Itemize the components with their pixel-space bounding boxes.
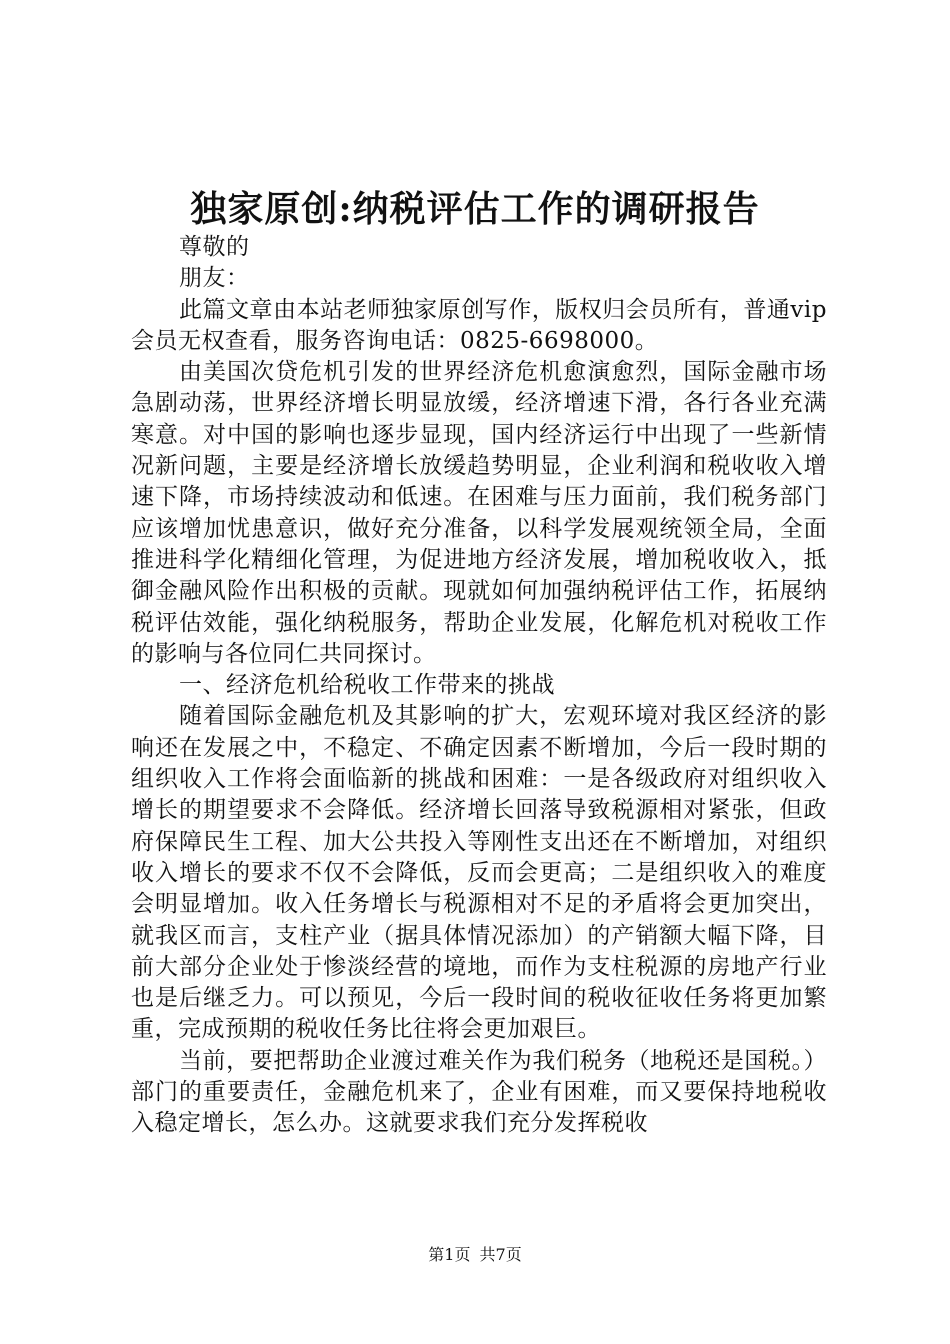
paragraph-challenges: 随着国际金融危机及其影响的扩大，宏观环境对我区经济的影响还在发展之中，不稳定、不确定因素不断增加，今后一段时期的组织收入工作将会面临新的挑战和困难：一是各级政府对组织收入增长的期望要求不会降低。经济增长回落导致税源相对紧张，但政府保障民生工程、加大公共投入等刚性支出还在不断增加，对组织收入增长的要求不仅不会降低，反而会更高；二是组织收入的难度会明显增加。收入任务增长与税源相对不足的矛盾将会更加突出，就我区而言，支柱产业（据具体情况添加）的产销额大幅下降，目前大部分企业处于惨淡经营的境地，而作为支柱税源的房地产行业也是后继乏力。可以预见，今后一段时间的税收征收任务将更加繁重，完成预期的税收任务比往将会更加艰巨。 — [131, 703, 827, 1043]
paragraph-intro: 由美国次贷危机引发的世界经济危机愈演愈烈，国际金融市场急剧动荡，世界经济增长明显放缓，经济增速下滑，各行各业充满寒意。对中国的影响也逐步显现，国内经济运行中出现了一些新情况新问题，主要是经济增长放缓趋势明显，企业利润和税收收入增速下降，市场持续波动和低速。在困难与压力面前，我们税务部门应该增加忧患意识，做好充分准备，以科学发展观统领全局，全面推进科学化精细化管理，为促进地方经济发展，增加税收收入，抵御金融风险作出积极的贡献。现就如何加强纳税评估工作，拓展纳税评估效能，强化纳税服务，帮助企业发展，化解危机对税收工作的影响与各位同仁共同探讨。 — [131, 359, 827, 667]
salutation-line-2: 朋友： — [179, 265, 250, 292]
copyright-notice: 此篇文章由本站老师独家原创写作，版权归会员所有，普通vip会员无权查看，服务咨询电话：0825-6698000。 — [131, 296, 827, 354]
page-footer: 第1页 共7页 — [428, 1245, 522, 1264]
paragraph-current: 当前，要把帮助企业渡过难关作为我们税务（地税还是国税。）部门的重要责任，金融危机来了，企业有困难，而又要保持地税收入稳定增长，怎么办。这就要求我们充分发挥税收 — [131, 1047, 827, 1137]
section-heading-1: 一、经济危机给税收工作带来的挑战 — [179, 672, 555, 699]
document-body — [131, 232, 827, 1140]
salutation-line-1: 尊敬的 — [179, 234, 250, 260]
document-title: 独家原创:纳税评估工作的调研报告 — [190, 188, 760, 230]
